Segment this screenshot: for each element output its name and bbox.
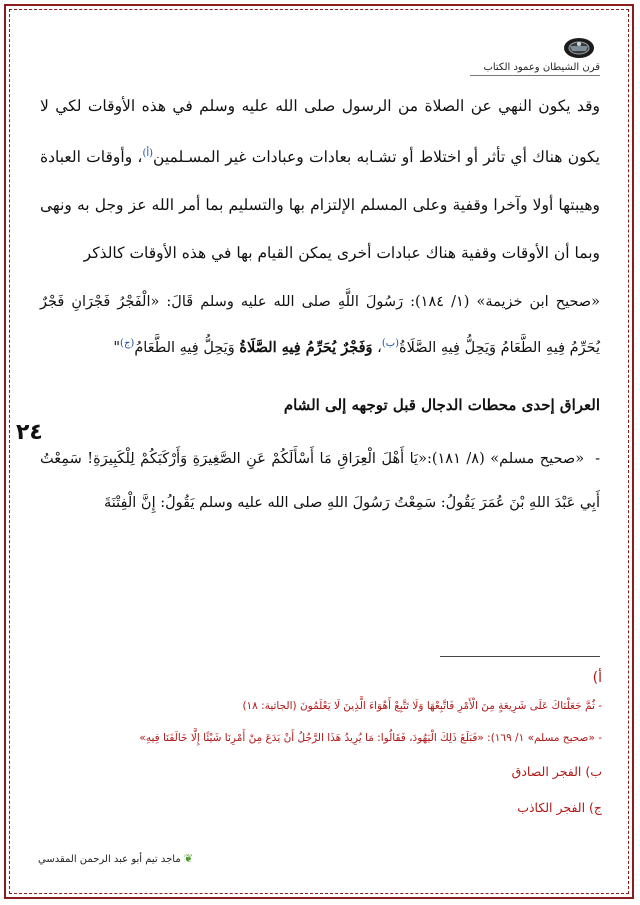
footnote-ref-a[interactable]: (أ) — [142, 148, 154, 159]
footnote-b: ب) الفجر الصادق — [511, 764, 602, 779]
leaf-icon: ❦ — [183, 852, 194, 865]
footnote-ref-c[interactable]: (ج) — [120, 338, 135, 350]
hadith-end-quote: " — [113, 339, 121, 356]
footnote-a-marker: أ) — [592, 670, 602, 686]
author-footer — [38, 852, 193, 865]
hadith-separator: ، — [372, 339, 382, 356]
footnotes — [40, 666, 602, 826]
page-number: ٢٤ — [16, 420, 43, 445]
footnote-a-line-1: - ثُمَّ جَعَلْنَاكَ عَلَى شَرِيعَةٍ مِنَ الْأَمْرِ فَاتَّبِعْهَا وَلَا تَتَّبِعْ أَهْوَاءَ الَّذِينَ لَا يَعْلَمُونَ (الجاثية: ١٨) — [242, 700, 602, 712]
hadith-text-2: وَيَحِلُّ فِيهِ الطَّعَامُ — [134, 339, 240, 356]
main-content — [40, 82, 600, 525]
book-logo-icon — [562, 34, 596, 60]
footnote-separator — [440, 656, 600, 657]
hadith-muslim — [40, 437, 600, 525]
header-divider — [470, 75, 600, 76]
hadith-muslim-text: «صحيح مسلم» (٨/ ١٨١):«يَا أَهْلَ الْعِرَاقِ مَا أَسْأَلَكُمْ عَنِ الصَّغِيرَةِ وَأَرْكَبَكُمْ لِلْكَبِيرَةِ! سَمِعْتُ أَبِي عَبْدَ اللهِ بْنَ عُمَرَ يَقُولُ: سَمِعْتُ رَسُولَ اللهِ صلى الله عليه وسلم يَقُولُ: إِنَّ الْفِتْنَةَ — [40, 450, 600, 511]
section-heading: العراق إحدى محطات الدجال قبل توجهه إلى الشام — [283, 395, 600, 414]
footnote-a-line-2: - «صحيح مسلم» ١/ ١٦٩): «فَبَلَغَ ذَلِكَ الْيَهُودَ، فَقَالُوا: مَا يُرِيدُ هَذَا الرَّجُلُ أَنْ يَدَعَ مِنْ أَمْرِنَا شَيْئًا إِلَّا خَالَفَنَا فِيهِ» — [139, 732, 602, 744]
book-title: قرن الشيطان وعمود الكتاب — [483, 62, 600, 73]
footnote-c: ج) الفجر الكاذب — [517, 800, 602, 815]
footnote-ref-b[interactable]: (ب) — [381, 338, 400, 350]
hadith-bold-text: وَفَجْرٌ يُحَرِّمُ فِيهِ الصَّلَاةُ — [239, 338, 373, 356]
hadith-text-1: «صحيح ابن خزيمة» (١/ ١٨٤): رَسُولَ اللَّهِ صلى الله عليه وسلم قَالَ: «الْفَجْرُ فَجْرَانِ فَجْرٌ يُحَرِّمُ فِيهِ الطَّعَامُ وَيَحِلُّ فِيهِ الصَّلَاةُ — [40, 294, 600, 356]
body-paragraph — [40, 82, 600, 277]
author-name: ماجد تيم أبو عبد الرحمن المقدسي — [38, 854, 181, 865]
paragraph-text-cont: ، وأوقات العبادة وهيبتها أولا وآخرا وقفية وعلى المسلم الإلتزام بها والتسليم بما أمر الله عز وجل به ونهى وبما أن الأوقات وقفية هناك عبادات أخرى يمكن القيام بها في هذه الأوقات كالذكر — [40, 148, 600, 263]
paragraph-text: وقد يكون النهي عن الصلاة من الرسول صلى الله عليه وسلم في هذه الأوقات لكي لا يكون هناك أي تأثر أو اختلاط أو تشـابه بعادات وعبادات غير المسـلمين — [40, 97, 600, 167]
list-dash: - — [595, 450, 601, 467]
hadith-quote — [40, 281, 600, 369]
